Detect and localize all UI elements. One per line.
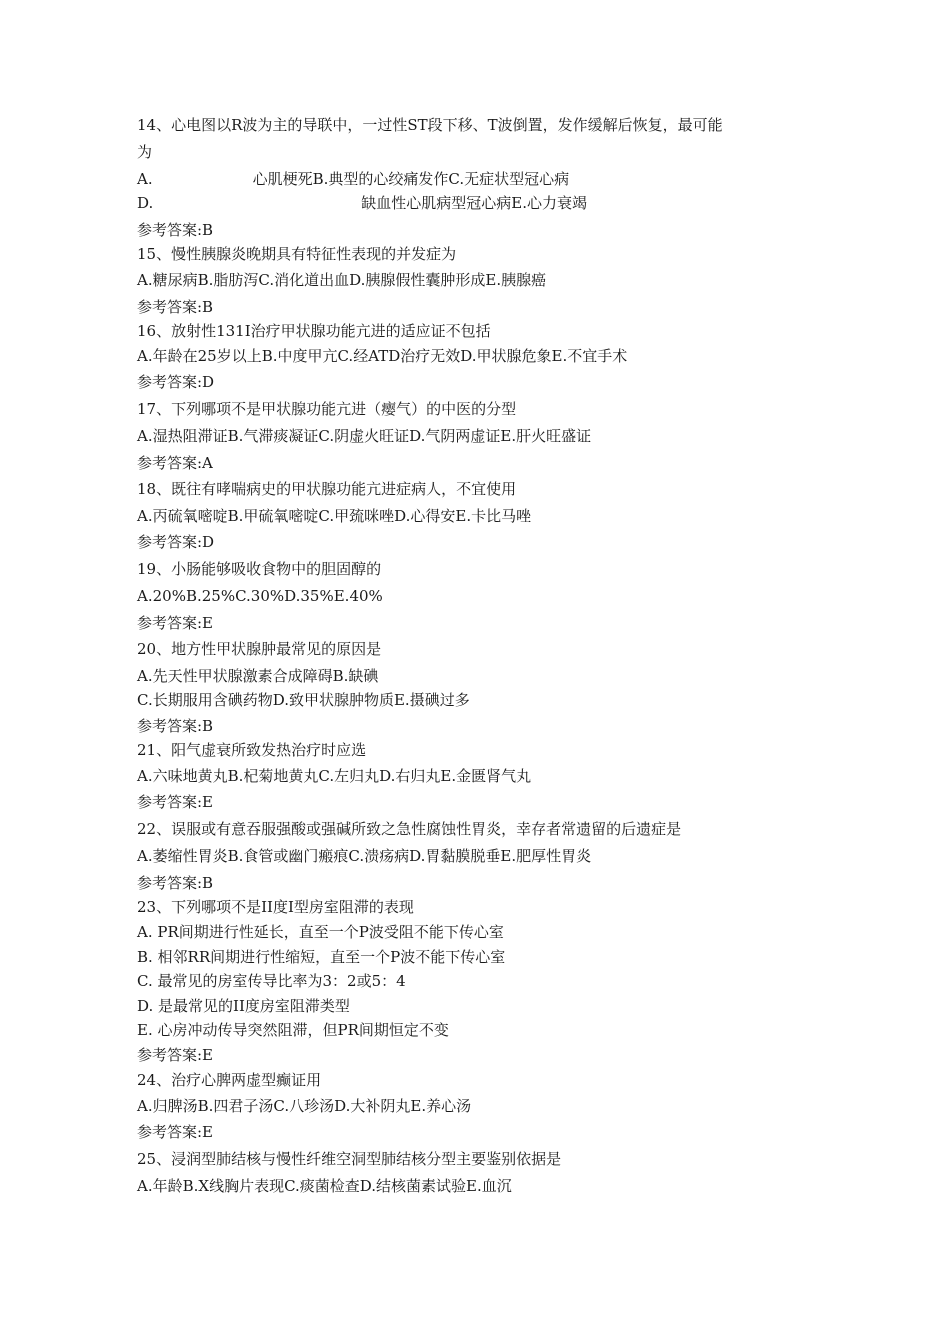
- answer-line: 参考答案:E: [137, 1123, 214, 1141]
- option-text: 缺血性心肌病型冠心病E.心力衰竭: [361, 194, 587, 212]
- question-stem: 18、既往有哮喘病史的甲状腺功能亢进症病人，不宜使用: [137, 480, 517, 498]
- answer-line: 参考答案:D: [137, 373, 215, 391]
- question-stem: 22、误服或有意吞服强酸或强碱所致之急性腐蚀性胃炎，幸存者常遗留的后遗症是: [137, 820, 682, 838]
- option-label: D.: [137, 194, 154, 212]
- question-stem: 16、放射性131I治疗甲状腺功能亢进的适应证不包括: [137, 322, 491, 340]
- question-stem: 25、浸润型肺结核与慢性纤维空洞型肺结核分型主要鉴别依据是: [137, 1150, 562, 1168]
- option-line: A.湿热阻滞证B.气滞痰凝证C.阴虚火旺证D.气阴两虚证E.肝火旺盛证: [137, 427, 592, 445]
- answer-line: 参考答案:A: [137, 454, 213, 472]
- option-line: E. 心房冲动传导突然阻滞，但PR间期恒定不变: [137, 1021, 449, 1039]
- question-stem: 24、治疗心脾两虚型癫证用: [137, 1071, 322, 1089]
- option-line: D. 是最常见的II度房室阻滞类型: [137, 997, 350, 1015]
- question-stem-continued: 为: [137, 143, 153, 161]
- option-line: A.年龄在25岁以上B.中度甲亢C.经ATD治疗无效D.甲状腺危象E.不宜手术: [137, 347, 628, 365]
- option-line: [137, 169, 569, 189]
- answer-line: 参考答案:B: [137, 298, 214, 316]
- option-line: A.先天性甲状腺激素合成障碍B.缺碘: [137, 667, 379, 685]
- question-stem: 20、地方性甲状腺肿最常见的原因是: [137, 640, 382, 658]
- answer-line: 参考答案:E: [137, 1046, 214, 1064]
- option-line: C. 最常见的房室传导比率为3：2或5：4: [137, 972, 406, 990]
- option-line: A.年龄B.X线胸片表现C.痰菌检查D.结核菌素试验E.血沉: [137, 1177, 512, 1195]
- option-line: C.长期服用含碘药物D.致甲状腺肿物质E.摄碘过多: [137, 691, 470, 709]
- question-stem: 23、下列哪项不是II度I型房室阻滞的表现: [137, 898, 414, 916]
- option-line: [137, 193, 587, 213]
- option-line: A.归脾汤B.四君子汤C.八珍汤D.大补阴丸E.养心汤: [137, 1097, 472, 1115]
- option-line: A.糖尿病B.脂肪泻C.消化道出血D.胰腺假性囊肿形成E.胰腺癌: [137, 271, 547, 289]
- option-line: A. PR间期进行性延长，直至一个P波受阻不能下传心室: [137, 923, 504, 941]
- answer-line: 参考答案:B: [137, 874, 214, 892]
- question-stem: 15、慢性胰腺炎晚期具有特征性表现的并发症为: [137, 245, 457, 263]
- question-stem: 14、心电图以R波为主的导联中，一过性ST段下移、T波倒置，发作缓解后恢复，最可能: [137, 116, 723, 134]
- option-line: A.20%B.25%C.30%D.35%E.40%: [137, 587, 383, 605]
- question-stem: 17、下列哪项不是甲状腺功能亢进（瘿气）的中医的分型: [137, 400, 517, 418]
- question-stem: 21、阳气虚衰所致发热治疗时应选: [137, 741, 367, 759]
- option-text: 心肌梗死B.典型的心绞痛发作C.无症状型冠心病: [252, 170, 570, 188]
- answer-line: 参考答案:B: [137, 717, 214, 735]
- option-line: A.六味地黄丸B.杞菊地黄丸C.左归丸D.右归丸E.金匮肾气丸: [137, 767, 532, 785]
- option-label: A.: [137, 170, 153, 188]
- answer-line: 参考答案:E: [137, 793, 214, 811]
- option-line: A.丙硫氧嘧啶B.甲硫氧嘧啶C.甲巯咪唑D.心得安E.卡比马唑: [137, 507, 532, 525]
- option-line: B. 相邻RR间期进行性缩短，直至一个P波不能下传心室: [137, 948, 506, 966]
- answer-line: 参考答案:D: [137, 533, 215, 551]
- option-line: A.萎缩性胃炎B.食管或幽门瘢痕C.溃疡病D.胃黏膜脱垂E.肥厚性胃炎: [137, 847, 592, 865]
- answer-line: 参考答案:E: [137, 614, 214, 632]
- answer-line: 参考答案:B: [137, 221, 214, 239]
- question-stem: 19、小肠能够吸收食物中的胆固醇的: [137, 560, 382, 578]
